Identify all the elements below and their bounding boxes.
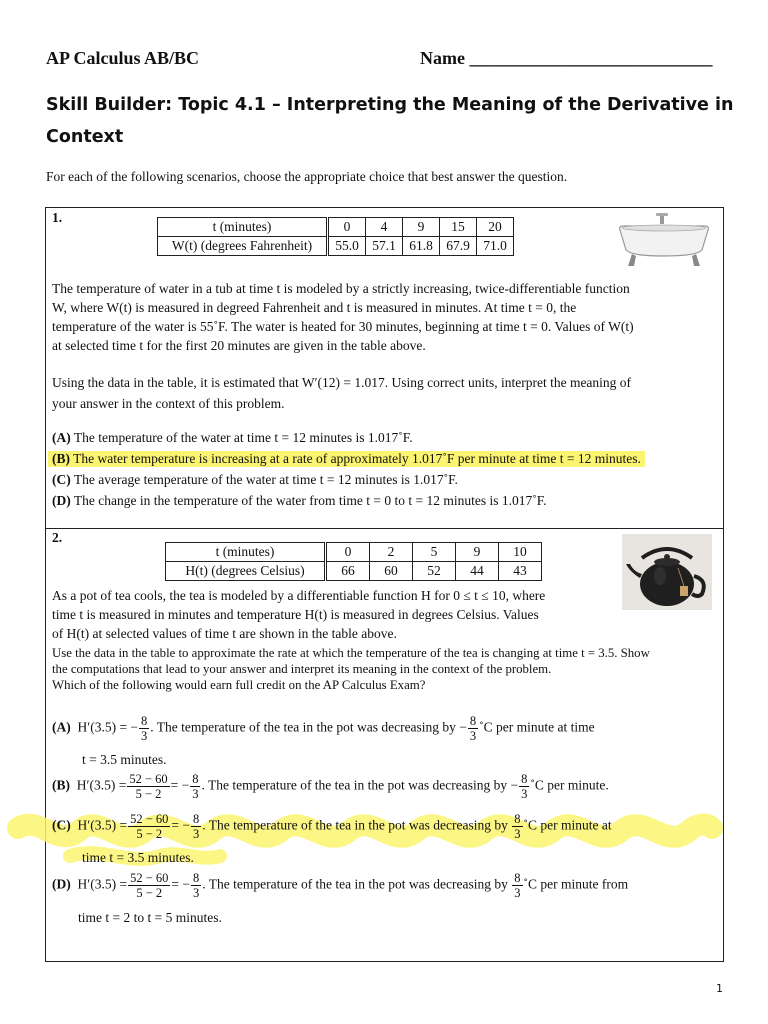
derivative-expression: H′(3.5) =: [76, 777, 127, 793]
q1-table-header-w: W(t) (degrees Fahrenheit): [158, 237, 328, 256]
q2-text-line: time t is measured in minutes and temperature H(t) is measured in degrees Celsius. Values: [52, 607, 539, 622]
q1-prompt-line: your answer in the context of this problem.: [52, 396, 285, 411]
option-text: . The temperature of the tea in the pot was decreasing by −: [201, 777, 519, 793]
option-unit: ˚C per minute from: [523, 876, 629, 892]
page-title: [46, 89, 733, 153]
option-text: . The temperature of the tea in the pot was decreasing by: [202, 876, 512, 892]
q2-table-cell: 60: [370, 562, 413, 581]
option-text: The average temperature of the water at time t = 12 minutes is 1.017˚F.: [73, 472, 458, 487]
q2-text-line: of H(t) at selected values of time t are shown in the table above.: [52, 626, 397, 641]
q1-text-line: The temperature of water in a tub at time t is modeled by a strictly increasing, twice-differentiable function: [52, 281, 630, 296]
q1-table-header-t: t (minutes): [158, 218, 328, 237]
q2-option-d-continued: time t = 2 to t = 5 minutes.: [78, 910, 222, 925]
fraction: $\frac{8}{3}$: [141, 714, 148, 743]
q1-table-cell: 9: [403, 218, 440, 237]
fraction: $\frac{8}{3}$: [192, 812, 200, 841]
bathtub-image: [616, 212, 712, 268]
derivative-expression: H′(3.5) =: [77, 876, 128, 892]
option-unit: ˚C per minute at: [523, 817, 612, 833]
fraction: $\frac{8}{3}$: [521, 772, 528, 801]
question-1-number: 1.: [52, 210, 63, 225]
q2-table-cell: 2: [370, 543, 413, 562]
q1-table-cell: 57.1: [366, 237, 403, 256]
q2-option-d[interactable]: (D) H′(3.5) = $\frac{52 - 60}{5 - 2}$ = − $\frac{8}{3}$ . The temperature of the tea in the pot was decreasing by $\frac{8}{3}$ ˚C per minute from: [52, 871, 629, 900]
option-letter: (C): [52, 817, 71, 833]
q2-table-header-h: H(t) (degrees Celsius): [166, 562, 326, 581]
q2-option-a[interactable]: [52, 714, 595, 743]
q1-scenario-text: [52, 279, 634, 355]
page-number: 1: [716, 982, 723, 995]
fraction: $\frac{8}{3}$: [469, 714, 477, 743]
q2-table-cell: 52: [413, 562, 456, 581]
option-letter: (A): [52, 430, 71, 445]
question-2-number: 2.: [52, 530, 63, 545]
q2-prompt-line: the computations that lead to your answer and interpret its meaning in the context of the problem.: [52, 662, 552, 676]
q1-table-cell: 20: [477, 218, 514, 237]
course-title: AP Calculus AB/BC: [46, 48, 200, 68]
q2-prompt-line: Which of the following would earn full credit on the AP Calculus Exam?: [52, 678, 426, 692]
q1-text-line: W, where W(t) is measured in degreed Fahrenheit and t is measured in minutes. At time t = 0, the: [52, 300, 577, 315]
fraction: $\frac{8}{3}$: [514, 812, 521, 841]
option-letter: (A): [52, 719, 71, 735]
page-title-line2: Context: [46, 127, 124, 147]
fraction: $\frac{8}{3}$: [192, 871, 200, 900]
difference-quotient: $\frac{52 - 60}{5 - 2}$: [130, 812, 169, 841]
q1-table-cell: 71.0: [477, 237, 514, 256]
q1-prompt: [52, 372, 631, 414]
option-text: The water temperature is increasing at a rate of approximately 1.017˚F per minute at time t = 12 minutes.: [73, 451, 641, 466]
q2-text-line: As a pot of tea cools, the tea is modeled by a differentiable function H for 0 ≤ t ≤ 10, where: [52, 588, 546, 603]
q1-option-b[interactable]: [48, 451, 645, 467]
q2-scenario-text: [52, 586, 545, 643]
q1-table-cell: 0: [328, 218, 366, 237]
derivative-expression: H′(3.5) = −: [77, 719, 139, 735]
q1-table-cell: 67.9: [440, 237, 477, 256]
option-letter: (B): [52, 451, 70, 466]
q1-table-cell: 15: [440, 218, 477, 237]
q2-table-cell: 44: [456, 562, 499, 581]
q1-data-table: [157, 217, 514, 256]
instructions: For each of the following scenarios, choose the appropriate choice that best answer the question.: [46, 169, 568, 184]
q1-table-cell: 55.0: [328, 237, 366, 256]
q2-prompt-line: Use the data in the table to approximate the rate at which the temperature of the tea is changing at time t = 3.5. Show: [52, 646, 650, 660]
q1-option-d[interactable]: [52, 493, 547, 509]
q2-option-a-continued: t = 3.5 minutes.: [82, 752, 167, 767]
option-letter: (B): [52, 777, 70, 793]
q2-option-b[interactable]: (B) H′(3.5) = $\frac{52 - 60}{5 - 2}$ = − $\frac{8}{3}$ . The temperature of the tea in the pot was decreasing by − $\frac{8}{3}$ ˚C per minute.: [52, 772, 609, 801]
page-title-line1: Skill Builder: Topic 4.1 – Interpreting the Meaning of the Derivative in: [46, 95, 734, 115]
option-letter: (D): [52, 493, 71, 508]
fraction: $\frac{8}{3}$: [192, 772, 199, 801]
q2-option-c-continued: time t = 3.5 minutes.: [82, 850, 194, 865]
option-text: The change in the temperature of the water from time t = 0 to t = 12 minutes is 1.017˚F.: [73, 493, 547, 508]
derivative-expression: H′(3.5) =: [77, 817, 128, 833]
q1-text-line: at selected time t for the first 20 minutes are given in the table above.: [52, 338, 426, 353]
q2-table-header-t: t (minutes): [166, 543, 326, 562]
q2-table-cell: 5: [413, 543, 456, 562]
q1-prompt-line: Using the data in the table, it is estimated that W′(12) = 1.017. Using correct units, interpret the meaning of: [52, 375, 632, 390]
q2-table-cell: 66: [326, 562, 370, 581]
q2-prompt: [52, 645, 650, 693]
difference-quotient: $\frac{52 - 60}{5 - 2}$: [129, 772, 168, 801]
teapot-image: [622, 534, 712, 610]
q2-table-cell: 43: [499, 562, 542, 581]
name-label: Name ___________________________: [420, 48, 713, 68]
q1-option-a[interactable]: [52, 430, 413, 446]
option-text: . The temperature of the tea in the pot was decreasing by −: [150, 719, 467, 735]
fraction: $\frac{8}{3}$: [514, 871, 521, 900]
q1-text-line: temperature of the water is 55˚F. The water is heated for 30 minutes, beginning at time t = 0. Values of W(t): [52, 319, 634, 334]
difference-quotient: $\frac{52 - 60}{5 - 2}$: [130, 871, 169, 900]
q1-table-cell: 61.8: [403, 237, 440, 256]
q2-table-cell: 0: [326, 543, 370, 562]
q2-data-table: [165, 542, 542, 581]
q2-option-c[interactable]: (C) H′(3.5) = $\frac{52 - 60}{5 - 2}$ = − $\frac{8}{3}$ . The temperature of the tea in the pot was decreasing by $\frac{8}{3}$ ˚C per minute at: [52, 812, 612, 841]
q1-table-cell: 4: [366, 218, 403, 237]
q2-table-cell: 9: [456, 543, 499, 562]
option-letter: (D): [52, 876, 71, 892]
q1-option-c[interactable]: [52, 472, 458, 488]
option-text: . The temperature of the tea in the pot was decreasing by: [202, 817, 512, 833]
option-letter: (C): [52, 472, 71, 487]
option-text: The temperature of the water at time t = 12 minutes is 1.017˚F.: [73, 430, 413, 445]
option-unit: ˚C per minute at time: [479, 719, 595, 735]
option-unit: ˚C per minute.: [530, 777, 609, 793]
q2-table-cell: 10: [499, 543, 542, 562]
